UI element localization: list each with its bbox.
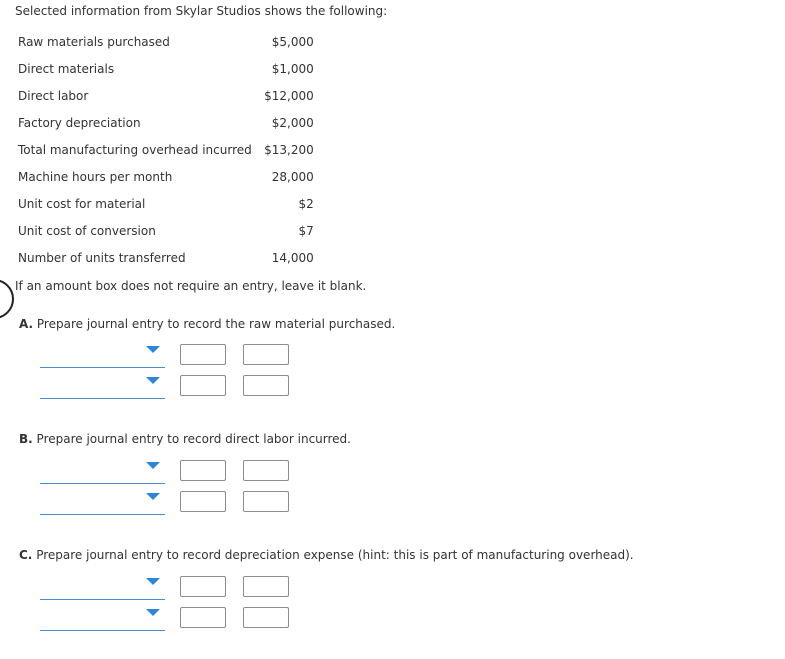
debit-amount-input[interactable] (180, 375, 226, 396)
question-a (19, 317, 395, 331)
journal-entry-row (40, 343, 292, 367)
account-dropdown[interactable] (40, 459, 165, 484)
info-value: 14,000 (271, 250, 314, 265)
question-text: Prepare journal entry to record direct labor incurred. (36, 432, 351, 446)
instruction-note: If an amount box does not require an entry, leave it blank. (15, 279, 367, 293)
info-row (18, 217, 314, 244)
info-row (18, 136, 314, 163)
credit-amount-input[interactable] (243, 491, 289, 512)
debit-amount-input[interactable] (180, 460, 226, 481)
info-label: Unit cost of conversion (18, 223, 156, 238)
debit-amount-input[interactable] (180, 344, 226, 365)
account-dropdown[interactable] (40, 374, 165, 399)
question-letter: C. (19, 548, 33, 562)
credit-amount-input[interactable] (243, 460, 289, 481)
credit-amount-input[interactable] (243, 576, 289, 597)
account-dropdown[interactable] (40, 575, 165, 600)
info-row (18, 82, 314, 109)
journal-entry-row (40, 606, 292, 630)
info-row (18, 55, 314, 82)
info-value: $5,000 (271, 34, 314, 49)
journal-entry-row (40, 459, 292, 483)
credit-amount-input[interactable] (243, 607, 289, 628)
journal-entry-row (40, 490, 292, 514)
info-label: Total manufacturing overhead incurred (18, 142, 252, 157)
info-value: $7 (298, 223, 314, 238)
question-text: Prepare journal entry to record the raw material purchased. (36, 317, 396, 331)
info-value: $2,000 (271, 115, 314, 130)
info-value: $1,000 (271, 61, 314, 76)
info-label: Direct materials (18, 61, 115, 76)
info-label: Machine hours per month (18, 169, 173, 184)
debit-amount-input[interactable] (180, 607, 226, 628)
info-label: Direct labor (18, 88, 89, 103)
debit-amount-input[interactable] (180, 491, 226, 512)
account-dropdown[interactable] (40, 490, 165, 515)
question-letter: B. (19, 432, 33, 446)
intro-text: Selected information from Skylar Studios shows the following: (15, 4, 388, 18)
journal-entry-row (40, 374, 292, 398)
info-row (18, 109, 314, 136)
dropdown-arrow-icon (146, 462, 160, 469)
info-value: 28,000 (271, 169, 314, 184)
dropdown-arrow-icon (146, 346, 160, 353)
debit-amount-input[interactable] (180, 576, 226, 597)
info-value: $2 (298, 196, 314, 211)
info-table (18, 28, 314, 271)
account-dropdown[interactable] (40, 343, 165, 368)
journal-entry-row (40, 575, 292, 599)
info-value: $13,200 (264, 142, 314, 157)
question-b (19, 432, 351, 446)
margin-circle-marker (0, 279, 14, 319)
dropdown-arrow-icon (146, 609, 160, 616)
question-letter: A. (19, 317, 34, 331)
dropdown-arrow-icon (146, 578, 160, 585)
info-label: Number of units transferred (18, 250, 186, 265)
info-label: Factory depreciation (18, 115, 141, 130)
question-text: Prepare journal entry to record depreciation expense (hint: this is part of manufacturing overhead). (36, 548, 634, 562)
info-label: Unit cost for material (18, 196, 146, 211)
credit-amount-input[interactable] (243, 375, 289, 396)
question-c (19, 548, 634, 562)
credit-amount-input[interactable] (243, 344, 289, 365)
info-row (18, 190, 314, 217)
info-row (18, 244, 314, 271)
dropdown-arrow-icon (146, 493, 160, 500)
info-label: Raw materials purchased (18, 34, 170, 49)
info-row (18, 28, 314, 55)
info-value: $12,000 (264, 88, 314, 103)
account-dropdown[interactable] (40, 606, 165, 631)
info-row (18, 163, 314, 190)
dropdown-arrow-icon (146, 377, 160, 384)
